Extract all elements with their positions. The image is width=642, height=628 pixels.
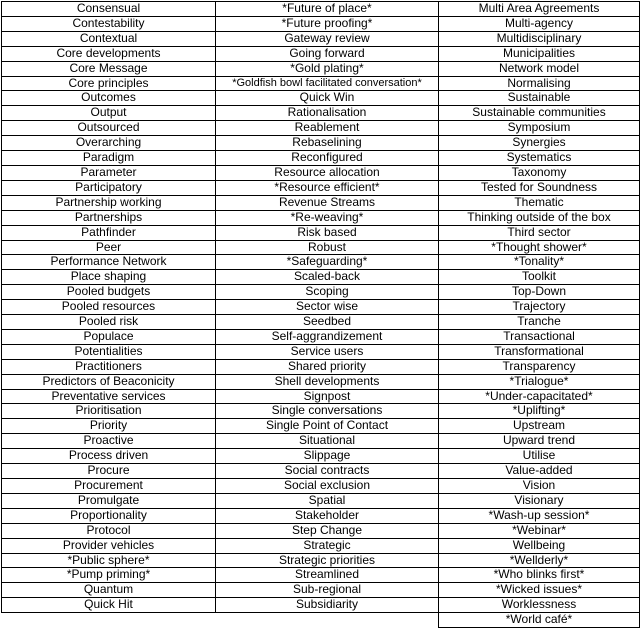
table-cell: Step Change [216, 523, 439, 538]
table-cell: Worklessness [439, 598, 640, 613]
table-cell: Signpost [216, 389, 439, 404]
table-cell: Strategic [216, 538, 439, 553]
empty-cell [2, 613, 216, 628]
table-row [2, 136, 640, 151]
table-cell: Vision [439, 479, 640, 494]
table-cell: Pooled budgets [2, 285, 216, 300]
table-row [2, 434, 640, 449]
table-cell: Utilise [439, 449, 640, 464]
table-row [2, 493, 640, 508]
table-row [2, 598, 640, 613]
table-row [2, 91, 640, 106]
table-cell: Pathfinder [2, 225, 216, 240]
empty-cell [216, 613, 439, 628]
table-cell: Multi-agency [439, 16, 640, 31]
table-cell: Paradigm [2, 151, 216, 166]
table-cell: Transparency [439, 359, 640, 374]
table-cell: *Wellderly* [439, 553, 640, 568]
table-cell: Visionary [439, 493, 640, 508]
table-cell: Outcomes [2, 91, 216, 106]
table-cell: *World café* [439, 613, 640, 628]
table-cell: *Who blinks first* [439, 568, 640, 583]
table-cell: Parameter [2, 165, 216, 180]
table-row [2, 121, 640, 136]
table-cell: Slippage [216, 449, 439, 464]
table-row [2, 151, 640, 166]
table-row [2, 106, 640, 121]
table-body [2, 2, 640, 628]
table-row [2, 300, 640, 315]
table-cell: *Goldfish bowl facilitated conversation* [216, 76, 439, 91]
table-row [2, 374, 640, 389]
table-cell: Spatial [216, 493, 439, 508]
table-cell: Third sector [439, 225, 640, 240]
table-cell: Synergies [439, 136, 640, 151]
table-cell: Single Point of Contact [216, 419, 439, 434]
table-cell: Provider vehicles [2, 538, 216, 553]
table-row [2, 2, 640, 17]
table-cell: *Future of place* [216, 2, 439, 17]
table-cell: Sub-regional [216, 583, 439, 598]
table-row [2, 165, 640, 180]
table-cell: Quantum [2, 583, 216, 598]
table-cell: Procure [2, 464, 216, 479]
table-cell: Top-Down [439, 285, 640, 300]
table-row [2, 180, 640, 195]
table-cell: Promulgate [2, 493, 216, 508]
table-cell: Thematic [439, 195, 640, 210]
table-cell: Outsourced [2, 121, 216, 136]
table-cell: Toolkit [439, 270, 640, 285]
table-row [2, 46, 640, 61]
table-row [2, 195, 640, 210]
table-cell: Robust [216, 240, 439, 255]
table-cell: Upstream [439, 419, 640, 434]
table-cell: Single conversations [216, 404, 439, 419]
table-cell: Sustainable [439, 91, 640, 106]
table-cell: Output [2, 106, 216, 121]
table-cell: Going forward [216, 46, 439, 61]
table-cell: Partnership working [2, 195, 216, 210]
table-cell: Priority [2, 419, 216, 434]
table-row [2, 449, 640, 464]
table-cell: *Public sphere* [2, 553, 216, 568]
table-cell: Seedbed [216, 315, 439, 330]
table-cell: Pooled risk [2, 315, 216, 330]
table-cell: Quick Win [216, 91, 439, 106]
table-cell: Rationalisation [216, 106, 439, 121]
table-row [2, 389, 640, 404]
table-row [2, 210, 640, 225]
table-cell: Shell developments [216, 374, 439, 389]
table-cell: *Webinar* [439, 523, 640, 538]
table-cell: Symposium [439, 121, 640, 136]
table-cell: Streamlined [216, 568, 439, 583]
table-cell: Tested for Soundness [439, 180, 640, 195]
table-cell: Municipalities [439, 46, 640, 61]
table-cell: Value-added [439, 464, 640, 479]
table-cell: Core Message [2, 61, 216, 76]
table-cell: *Under-capacitated* [439, 389, 640, 404]
table-row [2, 464, 640, 479]
table-cell: Rebaselining [216, 136, 439, 151]
table-row [2, 538, 640, 553]
table-cell: Social contracts [216, 464, 439, 479]
table-cell: *Resource efficient* [216, 180, 439, 195]
table-cell: *Thought shower* [439, 240, 640, 255]
table-cell: *Pump priming* [2, 568, 216, 583]
table-cell: Contestability [2, 16, 216, 31]
word-list-table [1, 1, 640, 628]
table-cell: Contextual [2, 31, 216, 46]
table-cell: *Future proofing* [216, 16, 439, 31]
table-cell: *Gold plating* [216, 61, 439, 76]
table-row [2, 270, 640, 285]
table-cell: Resource allocation [216, 165, 439, 180]
table-cell: Populace [2, 329, 216, 344]
table-cell: Preventative services [2, 389, 216, 404]
table-row [2, 285, 640, 300]
table-cell: Situational [216, 434, 439, 449]
table-cell: Reablement [216, 121, 439, 136]
table-row [2, 613, 640, 628]
table-cell: Stakeholder [216, 508, 439, 523]
table-cell: Shared priority [216, 359, 439, 374]
table-cell: Transactional [439, 329, 640, 344]
table-cell: Practitioners [2, 359, 216, 374]
table-cell: *Uplifting* [439, 404, 640, 419]
table-cell: *Tonality* [439, 255, 640, 270]
table-cell: Thinking outside of the box [439, 210, 640, 225]
table-row [2, 568, 640, 583]
table-cell: Sector wise [216, 300, 439, 315]
table-row [2, 255, 640, 270]
table-cell: Consensual [2, 2, 216, 17]
table-cell: Revenue Streams [216, 195, 439, 210]
table-cell: *Wicked issues* [439, 583, 640, 598]
table-row [2, 315, 640, 330]
table-row [2, 16, 640, 31]
table-cell: Quick Hit [2, 598, 216, 613]
table-row [2, 553, 640, 568]
table-cell: Upward trend [439, 434, 640, 449]
table-cell: Predictors of Beaconicity [2, 374, 216, 389]
table-row [2, 344, 640, 359]
table-cell: Scoping [216, 285, 439, 300]
table-cell: Process driven [2, 449, 216, 464]
table-cell: Scaled-back [216, 270, 439, 285]
table-cell: Normalising [439, 76, 640, 91]
table-row [2, 31, 640, 46]
table-cell: Overarching [2, 136, 216, 151]
table-row [2, 419, 640, 434]
table-cell: Network model [439, 61, 640, 76]
table-cell: Reconfigured [216, 151, 439, 166]
table-cell: Taxonomy [439, 165, 640, 180]
table-cell: Transformational [439, 344, 640, 359]
table-row [2, 240, 640, 255]
table-row [2, 479, 640, 494]
table-cell: Core developments [2, 46, 216, 61]
table-cell: Strategic priorities [216, 553, 439, 568]
table-cell: *Trialogue* [439, 374, 640, 389]
table-cell: Self-aggrandizement [216, 329, 439, 344]
table-cell: Sustainable communities [439, 106, 640, 121]
table-cell: Service users [216, 344, 439, 359]
table-cell: Subsidiarity [216, 598, 439, 613]
table-row [2, 225, 640, 240]
table-row [2, 508, 640, 523]
table-cell: Multi Area Agreements [439, 2, 640, 17]
table-cell: Risk based [216, 225, 439, 240]
table-cell: Potentialities [2, 344, 216, 359]
table-cell: Performance Network [2, 255, 216, 270]
table-cell: Social exclusion [216, 479, 439, 494]
table-cell: Procurement [2, 479, 216, 494]
table-row [2, 583, 640, 598]
table-cell: Systematics [439, 151, 640, 166]
table-row [2, 76, 640, 91]
table-cell: Peer [2, 240, 216, 255]
table-cell: *Wash-up session* [439, 508, 640, 523]
table-cell: Gateway review [216, 31, 439, 46]
table-row [2, 61, 640, 76]
table-cell: Participatory [2, 180, 216, 195]
table-cell: Wellbeing [439, 538, 640, 553]
table-row [2, 404, 640, 419]
table-cell: Core principles [2, 76, 216, 91]
table-row [2, 523, 640, 538]
table-cell: Place shaping [2, 270, 216, 285]
table-cell: *Safeguarding* [216, 255, 439, 270]
table-cell: Pooled resources [2, 300, 216, 315]
table-cell: Trajectory [439, 300, 640, 315]
table-cell: Proportionality [2, 508, 216, 523]
table-cell: Prioritisation [2, 404, 216, 419]
table-row [2, 329, 640, 344]
table-cell: Proactive [2, 434, 216, 449]
table-cell: Tranche [439, 315, 640, 330]
table-cell: Partnerships [2, 210, 216, 225]
table-cell: *Re-weaving* [216, 210, 439, 225]
table-row [2, 359, 640, 374]
table-cell: Multidisciplinary [439, 31, 640, 46]
table-cell: Protocol [2, 523, 216, 538]
